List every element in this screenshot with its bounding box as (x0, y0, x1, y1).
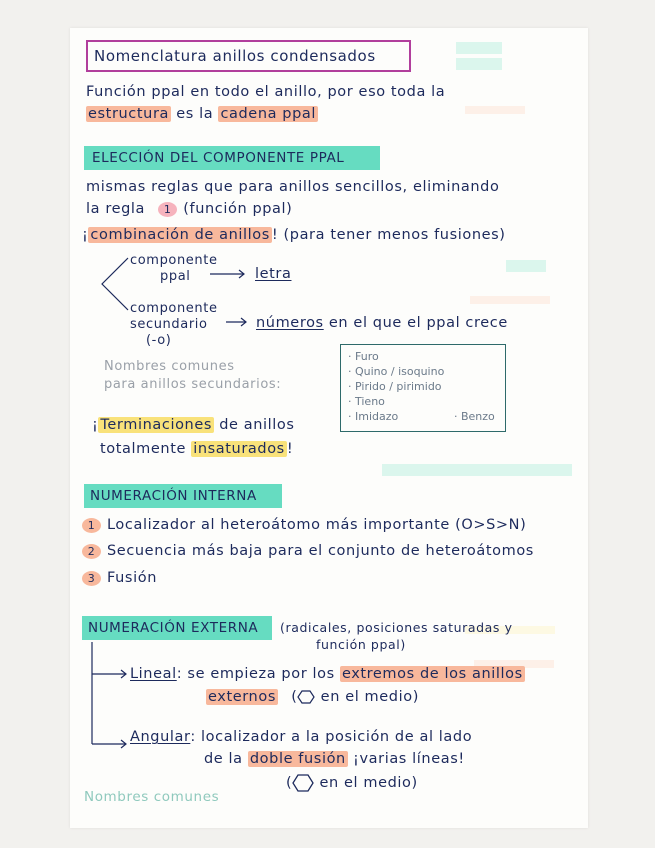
component-ppal-value: letra (255, 266, 292, 282)
section-heading-numeracion-externa: NUMERACIÓN EXTERNA (88, 620, 259, 636)
component-ppal-label-2: ppal (160, 269, 191, 284)
angular-label: Angular (130, 729, 191, 745)
double-fusion-highlight: doble fusión (249, 751, 346, 767)
lineal-label: Lineal (130, 666, 177, 682)
component-sec-value: números en el que el ppal crece (256, 315, 508, 331)
component-sec-label-2: secundario (130, 317, 208, 332)
internal-item-3: 3 Fusión (82, 569, 157, 587)
common-name-item: · Pirido / pirimido (348, 380, 442, 393)
angular-line-1: Angular: localizador a la posición de al lado (130, 729, 473, 745)
section-heading-eleccion: ELECCIÓN DEL COMPONENTE PPAL (92, 150, 345, 166)
unsaturated-highlight: insaturados (193, 441, 285, 457)
item-number-badge: 2 (82, 544, 101, 559)
intro-line-2: estructura es la cadena ppal (88, 106, 317, 122)
rule-number-badge: 1 (158, 202, 177, 217)
intro-line-1: Función ppal en todo el anillo, por eso toda la (86, 84, 446, 100)
lineal-highlight: extremos de los anillos (341, 666, 523, 682)
external-note-2: función ppal) (316, 637, 406, 652)
section1-line-2: la regla 1 (función ppal) (86, 201, 293, 217)
internal-item-2: 2 Secuencia más baja para el conjunto de heteroátomos (82, 542, 534, 560)
terminations-line-2: totalmente insaturados ! (100, 441, 294, 457)
connector-lines (70, 28, 588, 828)
section-heading-numeracion-interna: NUMERACIÓN INTERNA (90, 488, 257, 504)
item-number-badge: 1 (82, 518, 101, 533)
external-note-1: (radicales, posiciones saturadas y (280, 620, 513, 635)
combination-highlight: combinación de anillos (90, 227, 270, 243)
common-name-item: · Quino / isoquino (348, 365, 445, 378)
common-name-item: · Imidazo (348, 410, 399, 423)
common-name-item: · Furo (348, 350, 379, 363)
intro-highlight-estructura: estructura (88, 106, 170, 122)
common-names-label-1: Nombres comunes (104, 359, 235, 374)
notebook-page (70, 28, 588, 828)
section1-combination: ¡ combinación de anillos ! (para tener menos fusiones) (82, 227, 506, 243)
terminations-highlight: Terminaciones (100, 417, 213, 433)
common-name-item: · Tieno (348, 395, 385, 408)
lineal-line-2: externos ( en el medio) (208, 689, 419, 705)
component-sec-label-1: componente (130, 301, 218, 316)
internal-item-1: 1 Localizador al heteroátomo más importante (O>S>N) (82, 516, 526, 534)
intro-highlight-cadena: cadena ppal (220, 106, 317, 122)
angular-line-2: de la doble fusión ¡varias líneas! (204, 751, 465, 767)
component-ppal-label-1: componente (130, 253, 218, 268)
section1-line-1: mismas reglas que para anillos sencillos, eliminando (86, 179, 500, 195)
terminations-line-1: ¡ Terminaciones de anillos (92, 417, 295, 433)
lineal-line-1: Lineal: se empieza por los extremos de los anillos (130, 666, 523, 682)
component-bracket (102, 258, 128, 310)
angular-line-3: ( en el medio) (286, 775, 418, 791)
footer-common-names: Nombres comunes (84, 789, 220, 805)
common-name-item: · Benzo (454, 410, 495, 423)
item-number-badge: 3 (82, 571, 101, 586)
common-names-label-2: para anillos secundarios: (104, 377, 282, 392)
component-sec-label-3: (-o) (146, 333, 172, 348)
page-title: Nomenclatura anillos condensados (94, 47, 376, 65)
